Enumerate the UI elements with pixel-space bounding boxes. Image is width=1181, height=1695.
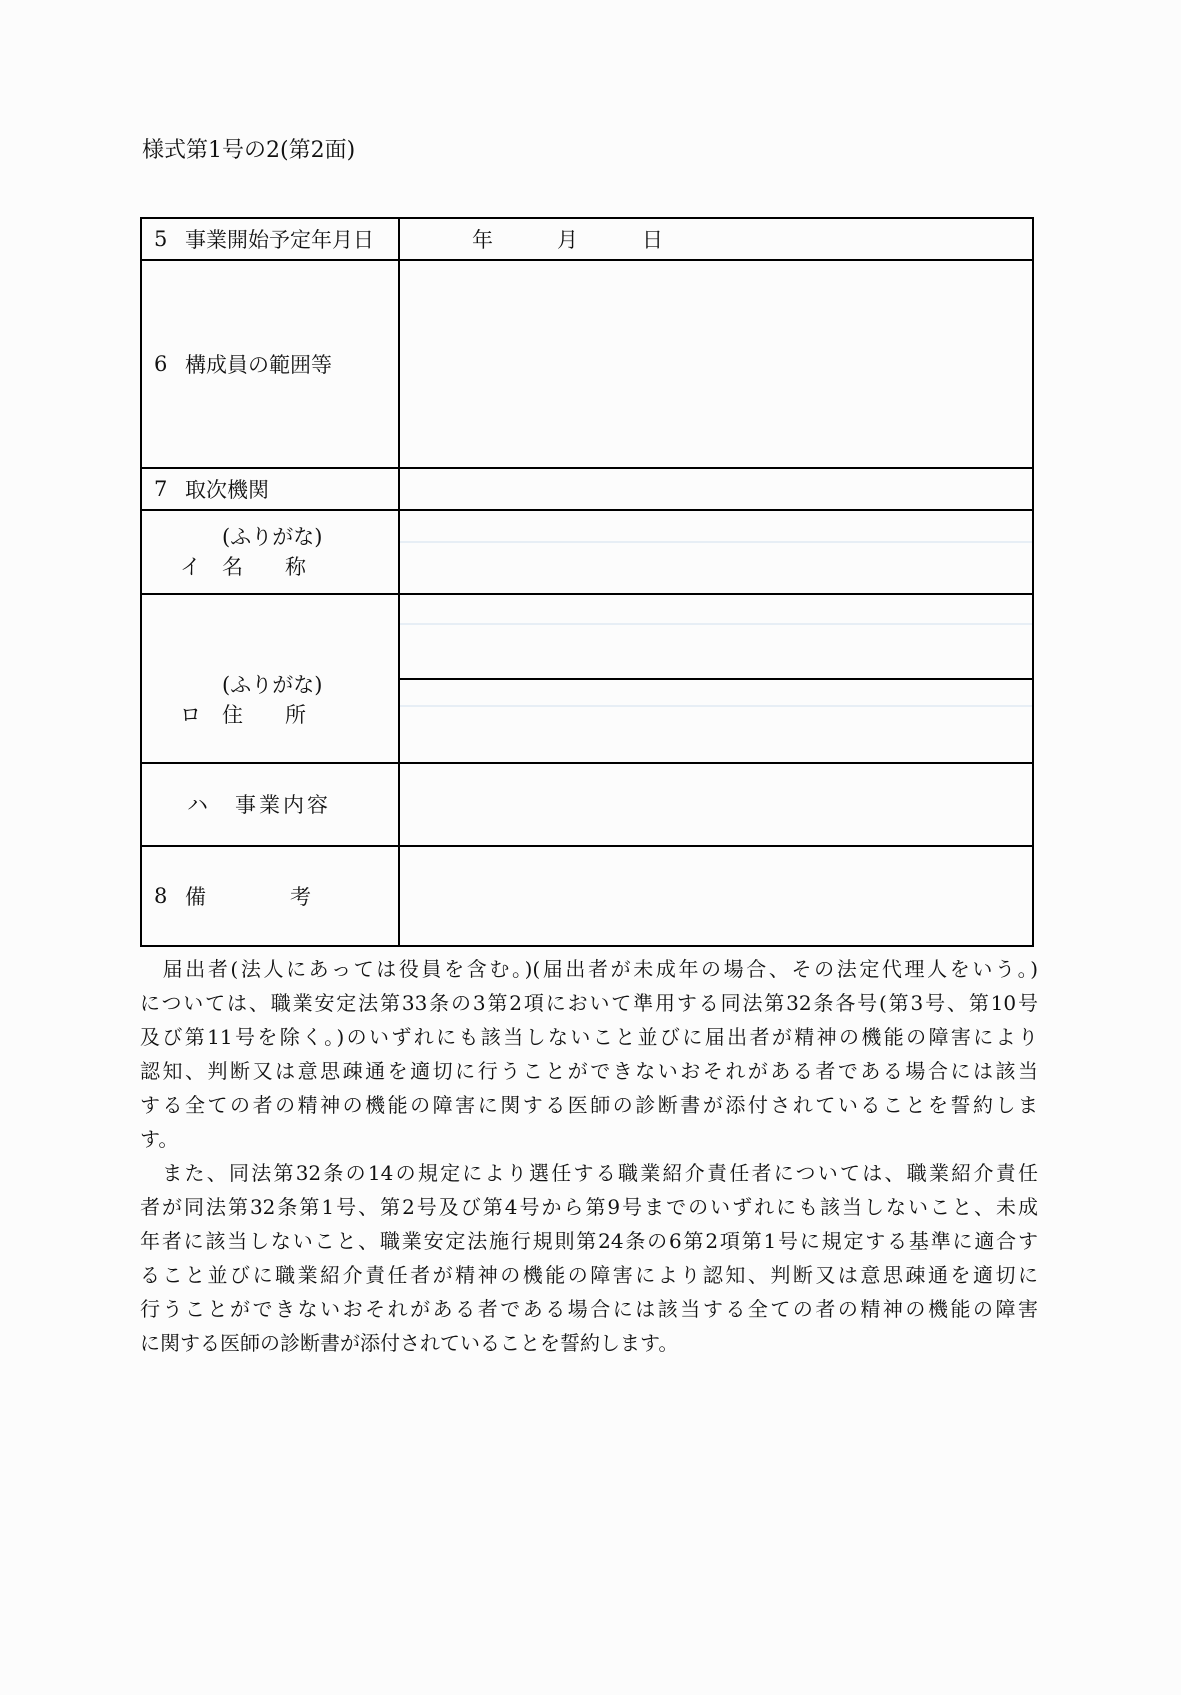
declaration-line: 行うことができないおそれがある者である場合には該当する全ての者の精神の機能の障害 [140,1297,1038,1321]
declaration-line: 届出者(法人にあっては役員を含む。)(届出者が未成年の場合、その法定代理人をいう。) [140,957,1038,981]
members-scope-label-line [142,349,398,379]
address-writing-rule [400,705,1032,707]
row-agency [142,467,1032,509]
declaration-line: については、職業安定法第33条の3第2項において準用する同法第32条各号(第3号、第10号 [140,991,1038,1015]
form-table [140,217,1034,947]
page-title: 様式第1号の2(第2面) [142,138,356,163]
remarks-input-cell [400,847,1032,945]
agency-label: 取次機関 [185,478,269,502]
row-business-start-date [142,219,1032,259]
agency-name-label-cell [142,511,400,593]
remarks-label-line [142,881,398,911]
agency-label-line [142,474,398,504]
row-remarks [142,845,1032,945]
agency-label-cell [142,469,400,509]
start-date-label-line [142,224,398,254]
day-label: 日 [642,228,663,252]
start-date-label: 事業開始予定年月日 [185,228,374,252]
declaration-text [140,952,1038,1360]
declaration-line: また、同法第32条の14の規定により選任する職業紹介責任者については、職業紹介責任 [140,1161,1038,1185]
agency-address-furigana-label: (ふりがな) [222,673,323,697]
furigana-writing-rule [400,623,1032,625]
declaration-line: ること並びに職業紹介責任者が精神の機能の障害により認知、判断又は意思疎通を適切に [140,1263,1038,1287]
declaration-line: に関する医師の診断書が添付されていることを誓約します。 [140,1331,679,1355]
row-members-scope [142,259,1032,467]
agency-address-label-cell [142,595,400,762]
agency-name-furigana-label: (ふりがな) [222,525,323,549]
start-date-input-cell [400,219,1032,259]
declaration-line: 年者に該当しないこと、職業安定法施行規則第24条の6第2項第1号に規定する基準に適合す [140,1229,1038,1253]
declaration-line: 者が同法第32条第1号、第2号及び第4号から第9号までのいずれにも該当しないこと、未成 [140,1195,1038,1219]
date-placeholder-line [400,219,1032,259]
members-scope-number: 6 [154,352,168,376]
agency-address-input-cell [400,595,1032,762]
furigana-writing-rule [400,541,1032,543]
row-agency-name [142,509,1032,593]
agency-name-label: イ 名 称 [180,555,306,579]
month-label: 月 [557,228,578,252]
year-label: 年 [472,228,493,252]
agency-address-furigana-subcell [400,595,1032,680]
agency-address-label: ロ 住 所 [180,703,306,727]
start-date-number: 5 [154,227,168,251]
agency-business-label-line [142,790,398,820]
declaration-line: する全ての者の精神の機能の障害に関する医師の診断書が添付されていることを誓約しま [140,1093,1038,1117]
remarks-label-cell [142,847,400,945]
agency-business-label: ハ 事業内容 [187,792,331,817]
members-scope-label-cell [142,261,400,467]
declaration-line: 認知、判断又は意思疎通を適切に行うことができないおそれがある者である場合には該当 [140,1059,1038,1083]
remarks-number: 8 [154,884,168,908]
row-agency-address [142,593,1032,762]
agency-business-input-cell [400,764,1032,845]
start-date-label-cell [142,219,400,259]
declaration-line: す。 [140,1127,179,1151]
agency-address-subcell [400,680,1032,762]
agency-input-cell [400,469,1032,509]
agency-name-input-cell [400,511,1032,593]
agency-number: 7 [154,477,168,501]
row-agency-business [142,762,1032,845]
remarks-label: 備 考 [185,885,311,909]
members-scope-input-cell [400,261,1032,467]
declaration-line: 及び第11号を除く。)のいずれにも該当しないこと並びに届出者が精神の機能の障害により [140,1025,1038,1049]
members-scope-label: 構成員の範囲等 [185,353,332,377]
agency-business-label-cell [142,764,400,845]
